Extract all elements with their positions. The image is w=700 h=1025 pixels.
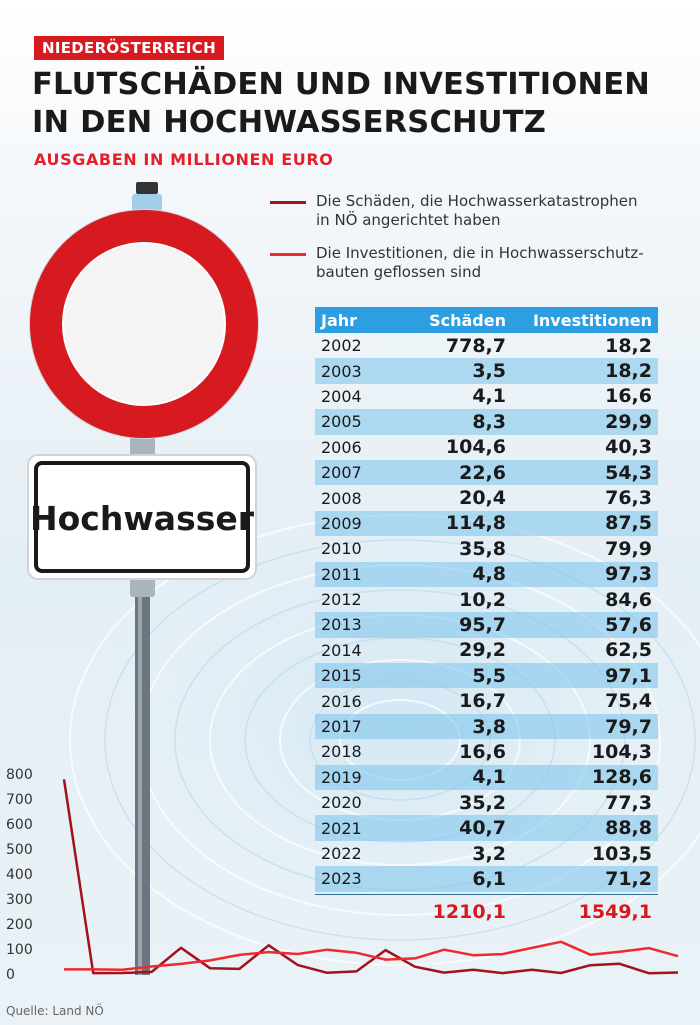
cell-jahr: 2023 (321, 869, 362, 889)
cell-schaeden: 4,8 (472, 563, 506, 586)
cell-jahr: 2009 (321, 513, 362, 533)
cell-jahr: 2012 (321, 590, 362, 610)
legend-label-investitionen-1: Die Investitionen, die in Hochwasserschutz- (316, 244, 644, 262)
y-tick-label: 400 (6, 867, 33, 883)
cell-jahr: 2019 (321, 767, 362, 787)
cell-investitionen: 79,9 (605, 537, 652, 560)
cell-investitionen: 71,2 (605, 867, 652, 890)
cell-investitionen: 103,5 (591, 842, 652, 865)
cell-jahr: 2021 (321, 818, 362, 838)
header-jahr: Jahr (321, 310, 358, 330)
title-line-1: FLUTSCHÄDEN UND INVESTITIONEN (32, 67, 650, 102)
table-row (315, 587, 658, 612)
table-row (315, 638, 658, 663)
cell-jahr: 2010 (321, 539, 362, 559)
table-row (315, 358, 658, 383)
cell-jahr: 2004 (321, 386, 362, 406)
cell-investitionen: 57,6 (605, 613, 652, 636)
y-tick-label: 500 (6, 842, 33, 858)
cell-jahr: 2018 (321, 742, 362, 762)
cell-jahr: 2022 (321, 844, 362, 863)
table-row (315, 663, 658, 688)
cell-schaeden: 35,2 (459, 791, 506, 814)
table-row (315, 612, 658, 637)
cell-investitionen: 79,7 (605, 715, 652, 738)
cell-jahr: 2017 (321, 717, 362, 737)
cell-jahr: 2015 (321, 666, 362, 686)
header-investitionen: Investitionen (532, 310, 652, 330)
table-header (315, 307, 658, 333)
cell-schaeden: 16,7 (459, 690, 506, 713)
cell-schaeden: 114,8 (445, 512, 506, 535)
y-tick-label: 200 (6, 917, 33, 933)
cell-investitionen: 18,2 (605, 334, 652, 357)
total-schaeden: 1210,1 (432, 900, 506, 923)
cell-schaeden: 4,1 (472, 385, 506, 408)
y-tick-label: 300 (6, 892, 33, 908)
table-row (315, 384, 658, 409)
cell-investitionen: 29,9 (605, 410, 652, 433)
cell-schaeden: 3,5 (472, 360, 506, 383)
line-chart (0, 760, 700, 990)
sign-label: Hochwasser (29, 499, 255, 538)
table-row (315, 511, 658, 536)
y-tick-label: 0 (6, 967, 15, 983)
legend-label-investitionen-2: bauten geflossen sind (316, 263, 482, 281)
cell-jahr: 2005 (321, 412, 362, 432)
legend-label-schaeden-2: in NÖ angerichtet haben (316, 211, 501, 229)
region-tag: NIEDERÖSTERREICH (34, 36, 224, 60)
legend-swatch-investitionen (270, 253, 306, 256)
cell-investitionen: 16,6 (605, 385, 652, 408)
table-row (315, 562, 658, 587)
cell-schaeden: 22,6 (459, 461, 506, 484)
cell-investitionen: 87,5 (605, 512, 652, 535)
series-line-schaeden (64, 779, 678, 973)
title-line-2: IN DEN HOCHWASSERSCHUTZ (32, 105, 547, 140)
cell-schaeden: 10,2 (459, 588, 506, 611)
cell-jahr: 2006 (321, 437, 362, 457)
cell-jahr: 2020 (321, 793, 362, 813)
cell-investitionen: 40,3 (605, 436, 652, 459)
cell-investitionen: 97,1 (605, 664, 652, 687)
cell-investitionen: 62,5 (605, 639, 652, 662)
cell-schaeden: 29,2 (459, 639, 506, 662)
cell-investitionen: 88,8 (605, 817, 652, 840)
cell-schaeden: 4,1 (472, 766, 506, 789)
table-row (315, 409, 658, 434)
cell-investitionen: 77,3 (605, 791, 652, 814)
cell-investitionen: 75,4 (605, 690, 652, 713)
sign-cap (136, 182, 158, 194)
source-note: Quelle: Land NÖ (6, 1004, 104, 1018)
cell-investitionen: 84,6 (605, 588, 652, 611)
table-row (315, 435, 658, 460)
cell-jahr: 2008 (321, 488, 362, 508)
cell-schaeden: 35,8 (459, 537, 506, 560)
cell-jahr: 2016 (321, 691, 362, 711)
y-tick-label: 600 (6, 817, 33, 833)
legend-item-investitionen (270, 244, 690, 282)
cell-investitionen: 54,3 (605, 461, 652, 484)
cell-schaeden: 95,7 (459, 613, 506, 636)
cell-schaeden: 5,5 (472, 664, 506, 687)
header-schaeden: Schäden (429, 310, 506, 330)
subtitle: AUSGABEN IN MILLIONEN EURO (34, 150, 334, 169)
cell-schaeden: 3,8 (472, 715, 506, 738)
legend-item-schaeden (270, 192, 690, 230)
cell-schaeden: 8,3 (472, 410, 506, 433)
total-investitionen: 1549,1 (578, 900, 652, 923)
cell-schaeden: 778,7 (445, 334, 506, 357)
table-row (315, 485, 658, 510)
y-tick-label: 100 (6, 942, 33, 958)
cell-investitionen: 104,3 (591, 740, 652, 763)
cell-schaeden: 20,4 (459, 487, 506, 510)
cell-schaeden: 6,1 (472, 867, 506, 890)
table-row (315, 714, 658, 739)
cell-investitionen: 128,6 (591, 766, 652, 789)
legend-label-schaeden-1: Die Schäden, die Hochwasserkatastrophen (316, 192, 638, 210)
cell-investitionen: 18,2 (605, 360, 652, 383)
cell-jahr: 2011 (321, 564, 362, 584)
cell-schaeden: 104,6 (445, 436, 506, 459)
cell-schaeden: 16,6 (459, 740, 506, 763)
cell-jahr: 2007 (321, 463, 362, 483)
cell-investitionen: 76,3 (605, 487, 652, 510)
cell-schaeden: 3,2 (472, 842, 506, 865)
cell-jahr: 2013 (321, 615, 362, 635)
cell-investitionen: 97,3 (605, 563, 652, 586)
cell-jahr: 2002 (321, 336, 362, 356)
cell-jahr: 2014 (321, 640, 362, 660)
table-row (315, 333, 658, 358)
table-row (315, 536, 658, 561)
table-row (315, 460, 658, 485)
legend-swatch-schaeden (270, 201, 306, 204)
cell-schaeden: 40,7 (459, 817, 506, 840)
legend (270, 192, 690, 296)
table-row (315, 688, 658, 713)
y-tick-label: 800 (6, 767, 33, 783)
y-tick-label: 700 (6, 792, 33, 808)
cell-jahr: 2003 (321, 361, 362, 381)
